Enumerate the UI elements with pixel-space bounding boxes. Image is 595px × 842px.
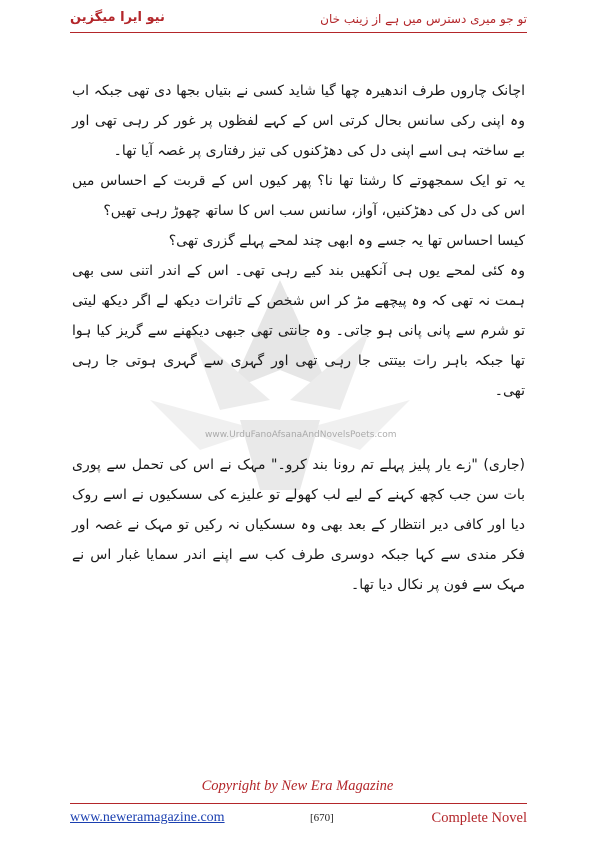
magazine-name: نیو ایرا میگزین xyxy=(70,10,165,25)
header-divider xyxy=(70,32,527,33)
section-gap xyxy=(72,406,525,450)
novel-body xyxy=(72,76,525,600)
paragraph-1: اچانک چاروں طرف اندھیرہ چھا گیا شاید کسی نے بتیاں بجھا دی تھی جبکہ اب وہ اپنی رکی سانس بحال کرتی اس کے کہے لفظوں پر غور کر رہی تھی اور بے ساختہ ہی اسے اپنی دل کی دھڑکنوں کی تیز رفتاری پر غصہ آیا تھا۔ xyxy=(72,83,525,159)
paragraph-2: یہ تو ایک سمجھوتے کا رشتا تھا نا؟ پھر کیوں اس کے قربت کے احساس میں اس کی دل کی دھڑکنیں، آواز، سانس سب اس کا ساتھ چھوڑ رہی تھیں؟ xyxy=(72,173,525,219)
page-number: [670] xyxy=(310,812,334,824)
website-link[interactable]: www.neweramagazine.com xyxy=(70,810,225,825)
paragraph-5: (جاری) "زے یار پلیز پہلے تم رونا بند کرو۔" مہک نے اس کی تحمل سے پوری بات سن جب کچھ کہنے کے لیے لب کھولے تو علیزے کی سسکیوں نے اسے روک دیا اور کافی دیر انتظار کے بعد بھی وہ سسکیاں نہ رکیں تو مہک نے غصہ اور فکر مندی سے کہا جبکہ دوسری طرف کب سے اپنے اندر سمایا غبار اس نے مہک سے فون پر نکال دیا تھا۔ xyxy=(72,457,525,593)
page-footer xyxy=(70,810,527,830)
copyright-notice: Copyright by New Era Magazine xyxy=(201,778,394,794)
paragraph-4: وہ کئی لمحے یوں ہی آنکھیں بند کیے رہی تھی۔ اس کے اندر اتنی سی بھی ہمت نہ تھی کہ وہ پیچھے مڑ کر اس شخص کے تاثرات دیکھ لے اگر دیکھ لیتی تو شرم سے پانی پانی ہو جاتی۔ وہ جانتی تھی جبھی دیکھنے سے گریز کیا ہوا تھا جبکہ باہر رات بیتتی جا رہی تھی اور گہری سے گہری ہوتی جا رہی تھی۔ xyxy=(72,263,525,399)
page-header xyxy=(70,10,527,34)
footer-label: Complete Novel xyxy=(431,810,527,826)
footer-divider xyxy=(70,803,527,804)
watermark-text: www.UrduFanoAfsanaAndNovelsPoets.com xyxy=(205,430,397,440)
novel-title: تو جو میری دسترس میں ہے از زینب خان xyxy=(320,12,527,26)
paragraph-3: کیسا احساس تھا یہ جسے وہ ابھی چند لمحے پہلے گزری تھی؟ xyxy=(168,233,525,249)
